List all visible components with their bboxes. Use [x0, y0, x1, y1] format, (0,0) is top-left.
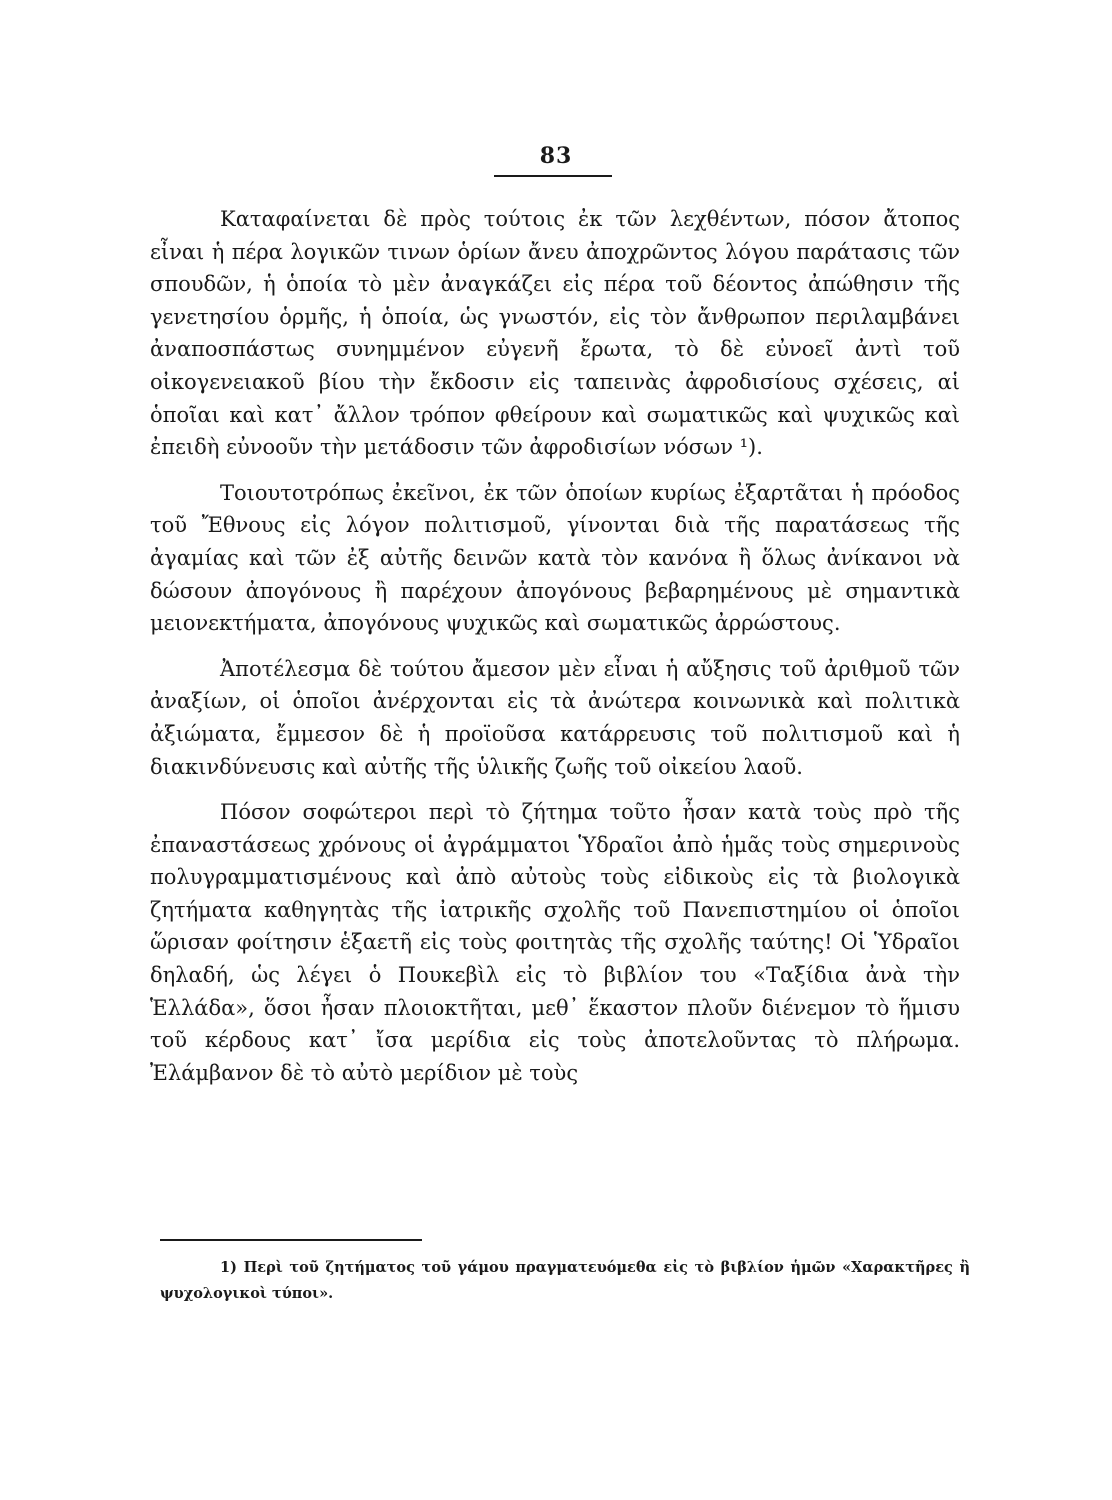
paragraph-3: Ἀποτέλεσμα δὲ τούτου ἄμεσον μὲν εἶναι ἡ αὔξησις τοῦ ἀριθμοῦ τῶν ἀναξίων, οἱ ὁποῖοι ἀνέρχονται εἰς τὰ ἀνώτερα κοινωνικὰ καὶ πολιτικὰ ἀξιώματα, ἔμμεσον δὲ ἡ προϊοῦσα κατάρρευσις τοῦ πολιτισμοῦ καὶ ἡ διακινδύνευσις καὶ αὐτῆς τῆς ὑλικῆς ζωῆς τοῦ οἰκείου λαοῦ. — [150, 656, 960, 779]
footnote-text: Περὶ τοῦ ζητήματος τοῦ γάμου πραγματευόμεθα εἰς τὸ βιβλίον ἡμῶν «Χαρακτῆρες ἢ ψυχολογικοὶ τύποι». — [160, 1259, 970, 1302]
paragraph-1: Καταφαίνεται δὲ πρὸς τούτοις ἐκ τῶν λεχθέντων, πόσον ἄτοπος εἶναι ἡ πέρα λογικῶν τινων ὁρίων ἄνευ ἀποχρῶντος λόγου παράτασις τῶν σπουδῶν, ἡ ὁποία τὸ μὲν ἀναγκάζει εἰς πέρα τοῦ δέοντος ἀπώθησιν τῆς γενετησίου ὁρμῆς, ἡ ὁποία, ὡς γνωστόν, εἰς τὸν ἄνθρωπον περιλαμβάνει ἀναποσπάστως συνημμένον εὐγενῆ ἔρωτα, τὸ δὲ εὐνοεῖ ἀντὶ τοῦ οἰκογενειακοῦ βίου τὴν ἔκδοσιν εἰς ταπεινὰς ἀφροδισίους σχέσεις, αἱ ὁποῖαι καὶ κατ᾽ ἄλλον τρόπον φθείρουν καὶ σωματικῶς καὶ ψυχικῶς καὶ ἐπειδὴ εὐνοοῦν τὴν μετάδοσιν τῶν ἀφροδισίων νόσων ¹). — [150, 207, 960, 460]
footnote-rule — [160, 1239, 422, 1241]
body-text — [150, 203, 960, 1089]
footnote-marker: 1) — [220, 1259, 244, 1276]
paragraph-4: Πόσον σοφώτεροι περὶ τὸ ζήτημα τοῦτο ἦσαν κατὰ τοὺς πρὸ τῆς ἐπαναστάσεως χρόνους οἱ ἀγράμματοι Ὑδραῖοι ἀπὸ ἡμᾶς τοὺς σημερινοὺς πολυγραμματισμένους καὶ ἀπὸ αὐτοὺς τοὺς εἰδικοὺς εἰς τὰ βιολογικὰ ζητήματα καθηγητὰς τῆς ἰατρικῆς σχολῆς τοῦ Πανεπιστημίου οἱ ὁποῖοι ὥρισαν φοίτησιν ἑξαετῆ εἰς τοὺς φοιτητὰς τῆς σχολῆς ταύτης! Οἱ Ὑδραῖοι δηλαδή, ὡς λέγει ὁ Πουκεβὶλ εἰς τὸ βιβλίον του «Ταξίδια ἀνὰ τὴν Ἑλλάδα», ὅσοι ἦσαν πλοιοκτῆται, μεθ᾽ ἕκαστον πλοῦν διένεμον τὸ ἥμισυ τοῦ κέρδους κατ᾽ ἴσα μερίδια εἰς τοὺς ἀποτελοῦντας τὸ πλήρωμα. Ἐλάμβανον δὲ τὸ αὐτὸ μερίδιον μὲ τοὺς — [150, 800, 960, 1085]
footnote — [160, 1255, 970, 1307]
page-number: 83 — [539, 143, 573, 169]
page-number-rule — [494, 175, 612, 177]
paragraph-2: Τοιουτοτρόπως ἐκεῖνοι, ἐκ τῶν ὁποίων κυρίως ἐξαρτᾶται ἡ πρόοδος τοῦ Ἔθνους εἰς λόγον πολιτισμοῦ, γίνονται διὰ τῆς παρατάσεως τῆς ἀγαμίας καὶ τῶν ἐξ αὐτῆς δεινῶν κατὰ τὸν κανόνα ἢ ὅλως ἀνίκανοι νὰ δώσουν ἀπογόνους ἢ παρέχουν ἀπογόνους βεβαρημένους μὲ σημαντικὰ μειονεκτήματα, ἀπογόνους ψυχικῶς καὶ σωματικῶς ἀρρώστους. — [150, 480, 960, 636]
